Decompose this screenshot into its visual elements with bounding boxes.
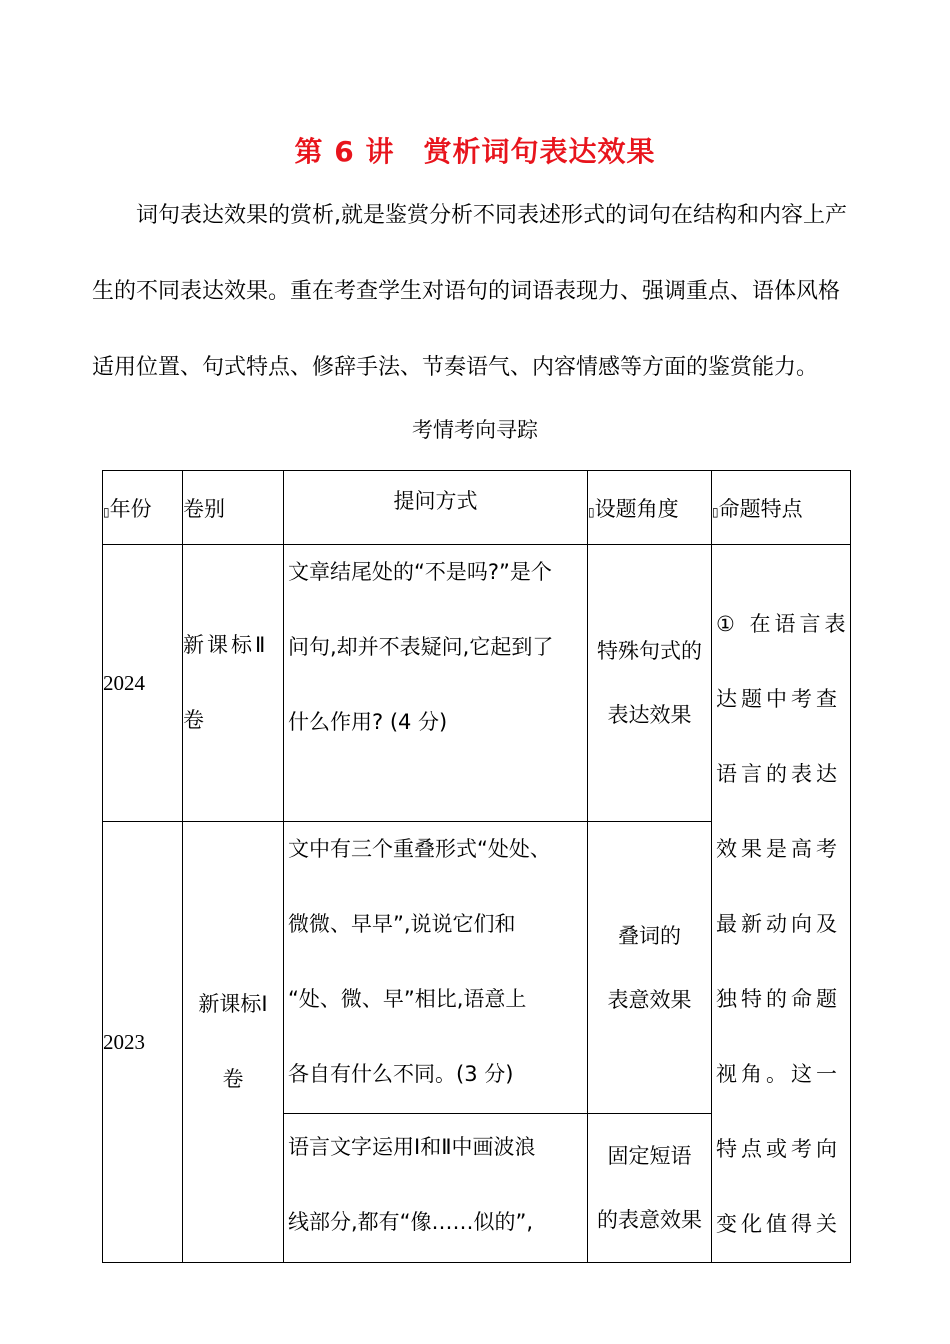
feature-line: 独特的命题 (716, 987, 841, 1011)
header-volume: 卷别 (183, 471, 284, 545)
page-title: 第 6 讲 赏析词句表达效果 (294, 135, 656, 168)
intro-line: 词句表达效果的赏析,就是鉴赏分析不同表述形式的词句在结构和内容上产 (136, 203, 847, 228)
feature-line: 语言的表达 (716, 762, 841, 786)
feature-cell (712, 545, 851, 1263)
table-header-row (103, 471, 851, 545)
angle-cell: 特殊句式的 表达效果 (588, 545, 712, 822)
year-cell: 2024 (103, 545, 183, 822)
feature-line: 特点或考向 (716, 1137, 841, 1161)
intro-line: 适用位置、句式特点、修辞手法、节奏语气、内容情感等方面的鉴赏能力。 (92, 355, 819, 380)
feature-line: 变化值得关 (716, 1212, 841, 1236)
question-cell: 文章结尾处的“不是吗?”是个 问句,却并不表疑问,它起到了 什么作用? (4 分) (284, 545, 588, 822)
year-cell: 2023 (103, 822, 183, 1263)
header-angle: ▯设题角度 (588, 471, 712, 545)
feature-line: ① 在语言表 (716, 612, 850, 636)
table-row (103, 545, 851, 822)
angle-cell: 固定短语 的表意效果 (588, 1114, 712, 1263)
feature-line: 最新动向及 (716, 912, 841, 936)
feature-line: 效果是高考 (716, 837, 841, 861)
question-cell: 语言文字运用Ⅰ和Ⅱ中画波浪 线部分,都有“像……似的”, (284, 1114, 588, 1263)
feature-text (716, 587, 850, 1262)
placeholder-box-icon: ▯ (712, 504, 719, 519)
question-cell: 文中有三个重叠形式“处处、 微微、早早”,说说它们和 “处、微、早”相比,语意上 各自有什么不同。(3 分) (284, 822, 588, 1114)
placeholder-box-icon: ▯ (103, 504, 110, 519)
section-title: 考情考向寻踪 (412, 418, 538, 442)
exam-trend-table (102, 470, 851, 1263)
feature-line: 视角。这一 (716, 1062, 841, 1086)
angle-cell: 叠词的 表意效果 (588, 822, 712, 1114)
placeholder-box-icon: ▯ (588, 504, 595, 519)
header-question: 提问方式 (284, 471, 588, 545)
header-feature: ▯命题特点 (712, 471, 851, 545)
volume-cell: 新课标Ⅰ 卷 (183, 822, 284, 1263)
feature-line: 达题中考查 (716, 687, 841, 711)
intro-paragraph (92, 178, 862, 406)
volume-cell: 新课标Ⅱ 卷 (183, 545, 284, 822)
header-year: ▯年份 (103, 471, 183, 545)
intro-line: 生的不同表达效果。重在考查学生对语句的词语表现力、强调重点、语体风格 (92, 279, 841, 304)
